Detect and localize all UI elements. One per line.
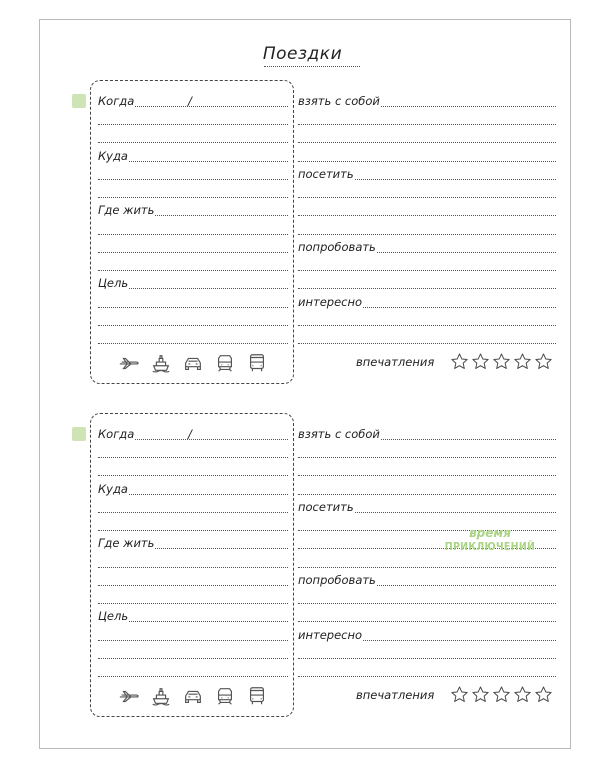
- when-slash: /: [188, 427, 192, 441]
- ship-icon[interactable]: [150, 685, 172, 707]
- write-line: [298, 288, 556, 289]
- when-label: Когда: [98, 94, 135, 108]
- write-line: [298, 676, 556, 677]
- impressions-label: впечатления: [356, 688, 435, 702]
- bus-icon[interactable]: [246, 685, 268, 707]
- star-icon[interactable]: [513, 685, 532, 704]
- visit-label: посетить: [298, 167, 354, 181]
- interesting-label: интересно: [298, 295, 363, 309]
- write-line: [98, 270, 288, 271]
- write-line: [298, 215, 556, 216]
- write-line: [298, 621, 556, 622]
- section-marker: [72, 427, 86, 441]
- visit-label: посетить: [298, 500, 354, 514]
- where-label: Куда: [98, 482, 128, 496]
- write-line: [98, 307, 288, 308]
- ship-icon[interactable]: [150, 352, 172, 374]
- write-line: [98, 585, 288, 586]
- watermark-logo: [440, 527, 540, 554]
- goal-label: Цель: [98, 276, 129, 290]
- trip-info-card: [90, 80, 294, 384]
- write-line: [98, 512, 288, 513]
- title-underline: [264, 66, 360, 67]
- write-line: [298, 270, 556, 271]
- write-line: [298, 161, 556, 162]
- write-line: [98, 567, 288, 568]
- when-slash: /: [188, 94, 192, 108]
- star-icon[interactable]: [471, 685, 490, 704]
- interesting-label: интересно: [298, 628, 363, 642]
- bus-icon[interactable]: [246, 352, 268, 374]
- write-line: [98, 252, 288, 253]
- write-line: [98, 197, 288, 198]
- star-icon[interactable]: [492, 352, 511, 371]
- star-icon[interactable]: [471, 352, 490, 371]
- train-icon[interactable]: [214, 685, 236, 707]
- when-label: Когда: [98, 427, 135, 441]
- take-label: взять с собой: [298, 427, 380, 441]
- write-line: [98, 179, 288, 180]
- write-line: [298, 457, 556, 458]
- write-line: [98, 475, 288, 476]
- write-line: [298, 343, 556, 344]
- star-icon[interactable]: [492, 685, 511, 704]
- impressions-label: впечатления: [356, 355, 435, 369]
- star-icon[interactable]: [513, 352, 532, 371]
- watermark-line2: ПРИКЛЮЧЕНИЙ: [444, 541, 536, 553]
- page-title: Поездки: [262, 44, 343, 64]
- write-line: [298, 142, 556, 143]
- write-line: [98, 530, 288, 531]
- write-line: [298, 124, 556, 125]
- take-label: взять с собой: [298, 94, 380, 108]
- car-icon[interactable]: [182, 352, 204, 374]
- stay-label: Где жить: [98, 203, 155, 217]
- train-icon[interactable]: [214, 352, 236, 374]
- write-line: [98, 234, 288, 235]
- try-label: попробовать: [298, 573, 376, 587]
- write-line: [298, 603, 556, 604]
- stay-label: Где жить: [98, 536, 155, 550]
- write-line: [98, 142, 288, 143]
- write-line: [98, 676, 288, 677]
- transport-icons: [118, 685, 268, 707]
- write-line: [298, 567, 556, 568]
- write-line: [98, 325, 288, 326]
- write-line: [98, 640, 288, 641]
- star-icon[interactable]: [534, 352, 553, 371]
- transport-icons: [118, 352, 268, 374]
- airplane-icon[interactable]: [118, 685, 140, 707]
- star-icon[interactable]: [450, 352, 469, 371]
- goal-label: Цель: [98, 609, 129, 623]
- star-icon[interactable]: [534, 685, 553, 704]
- write-line: [98, 658, 288, 659]
- write-line: [298, 475, 556, 476]
- star-icon[interactable]: [450, 685, 469, 704]
- write-line: [98, 603, 288, 604]
- write-line: [98, 343, 288, 344]
- rating-stars: [450, 352, 553, 371]
- write-line: [98, 457, 288, 458]
- watermark-line1: время: [469, 526, 511, 540]
- write-line: [298, 197, 556, 198]
- write-line: [298, 494, 556, 495]
- airplane-icon[interactable]: [118, 352, 140, 374]
- try-label: попробовать: [298, 240, 376, 254]
- write-line: [298, 234, 556, 235]
- write-line: [298, 325, 556, 326]
- section-marker: [72, 94, 86, 108]
- write-line: [298, 658, 556, 659]
- where-label: Куда: [98, 149, 128, 163]
- car-icon[interactable]: [182, 685, 204, 707]
- trip-info-card: [90, 413, 294, 717]
- write-line: [98, 124, 288, 125]
- rating-stars: [450, 685, 553, 704]
